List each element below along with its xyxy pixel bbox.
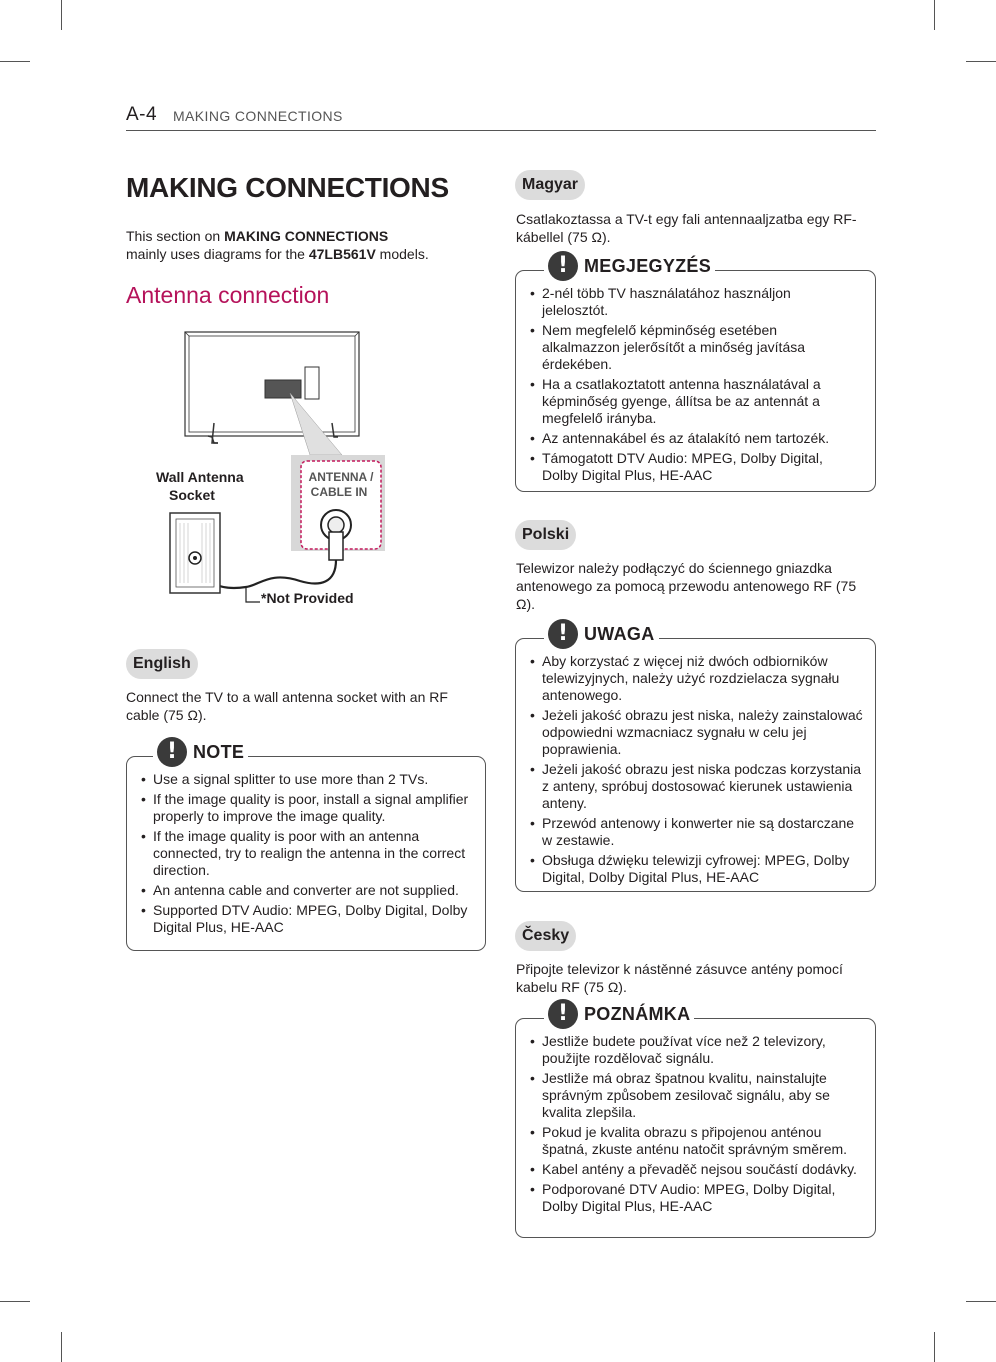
note-item: • Use a signal splitter to use more than 2 TVs. [141, 771, 475, 788]
port-inset [291, 455, 385, 560]
magyar-paragraph: Csatlakoztassa a TV-t egy fali antennaaljzatba egy RF-kábellel (75 Ω). [516, 211, 857, 245]
note-item: • If the image quality is poor with an antenna connected, try to realign the antenna in the correct direction. [141, 828, 475, 879]
note-list [530, 1033, 865, 1218]
exclamation-icon: ! [548, 619, 578, 649]
not-provided-label: *Not Provided [261, 590, 354, 606]
header-rule [126, 130, 876, 131]
crop-mark [934, 1332, 935, 1362]
note-title: UWAGA [584, 623, 655, 644]
language-badge-cesky: Česky [515, 921, 576, 951]
note-item: • Jestliže má obraz špatnou kvalitu, nainstalujte správným způsobem zesilovač signálu, aby se kvalita zlepšila. [530, 1070, 865, 1121]
wall-socket-label: Socket [169, 487, 215, 503]
polski-paragraph: Telewizor należy podłączyć do ściennego gniazdka antenowego za pomocą przewodu antenowego RF (75 Ω). [516, 560, 857, 612]
note-box-english [126, 739, 486, 951]
note-box-polski [515, 621, 876, 892]
crop-mark [934, 0, 935, 30]
language-badge-polski: Polski [515, 520, 576, 550]
page-number: A-4 [126, 104, 158, 125]
running-header: MAKING CONNECTIONS [173, 108, 343, 124]
note-list [530, 285, 847, 487]
crop-mark [0, 61, 30, 62]
note-header [153, 737, 248, 767]
note-item: • Jeżeli jakość obrazu jest niska podczas korzystania z anteny, spróbuj dostosować kierunek ustawienia anteny. [530, 761, 865, 812]
note-header [544, 619, 659, 649]
wall-socket-illustration [170, 513, 220, 593]
exclamation-icon: ! [157, 737, 187, 767]
note-item: • Obsługa dźwięku telewizji cyfrowej: MPEG, Dolby Digital, Dolby Digital Plus, HE-AAC [530, 852, 865, 886]
intro-paragraph: This section on MAKING CONNECTIONS mainly uses diagrams for the 47LB561V models. [126, 228, 429, 262]
crop-mark [0, 1301, 30, 1302]
crop-mark [61, 0, 62, 30]
note-item: • Pokud je kvalita obrazu s připojenou anténou špatná, zkuste anténu natočit správným směrem. [530, 1124, 865, 1158]
port-label: CABLE IN [310, 485, 368, 499]
note-box-cesky [515, 1001, 876, 1238]
note-list [530, 653, 865, 889]
note-title: POZNÁMKA [584, 1003, 691, 1024]
note-item: • Przewód antenowy i konwerter nie są dostarczane w zestawie. [530, 815, 865, 849]
port-label: ANTENNA / [308, 470, 374, 484]
note-box-magyar [515, 253, 876, 492]
note-item: • Kabel antény a převaděč nejsou součástí dodávky. [530, 1161, 865, 1178]
note-item: • Jestliže budete používat více než 2 televizory, použijte rozdělovač signálu. [530, 1033, 865, 1067]
cesky-paragraph: Připojte televizor k nástěnné zásuvce antény pomocí kabelu RF (75 Ω). [516, 961, 843, 995]
crop-mark [61, 1332, 62, 1362]
tv-back-illustration [185, 332, 359, 443]
note-header [544, 999, 694, 1029]
exclamation-icon: ! [548, 251, 578, 281]
note-item: • Aby korzystać z więcej niż dwóch odbiorników telewizyjnych, należy użyć rozdzielacza sygnału antenowego. [530, 653, 865, 704]
note-title: MEGJEGYZÉS [584, 255, 712, 276]
note-item: • Az antennakábel és az átalakító nem tartozék. [530, 430, 847, 447]
english-paragraph: Connect the TV to a wall antenna socket with an RF cable (75 Ω). [126, 689, 448, 723]
note-item: • Jeżeli jakość obrazu jest niska, należy zainstalować odpowiedni wzmacniacz sygnału w celu jej poprawienia. [530, 707, 865, 758]
exclamation-icon: ! [548, 999, 578, 1029]
crop-mark [966, 61, 996, 62]
note-item: • Nem megfelelő képminőség esetében alkalmazzon jelerősítőt a minőség javítása érdekében. [530, 322, 847, 373]
note-item: • 2-nél több TV használatához használjon jelelosztót. [530, 285, 847, 319]
note-header [544, 251, 715, 281]
note-item: • Ha a csatlakoztatott antenna használatával a képminőség gyenge, állítsa be az antennát a megfelelő irányba. [530, 376, 847, 427]
note-title: NOTE [193, 741, 245, 762]
page-title: MAKING CONNECTIONS [126, 172, 449, 203]
note-item: • If the image quality is poor, install a signal amplifier properly to improve the image quality. [141, 791, 475, 825]
note-list [141, 771, 475, 939]
note-item: • Podporované DTV Audio: MPEG, Dolby Digital, Dolby Digital Plus, HE-AAC [530, 1181, 865, 1215]
language-badge-english: English [126, 649, 198, 679]
crop-mark [966, 1301, 996, 1302]
note-item: • Supported DTV Audio: MPEG, Dolby Digital, Dolby Digital Plus, HE-AAC [141, 902, 475, 936]
note-item: • An antenna cable and converter are not supplied. [141, 882, 475, 899]
wall-socket-label: Wall Antenna [156, 469, 244, 485]
language-badge-magyar: Magyar [515, 170, 585, 200]
note-item: • Támogatott DTV Audio: MPEG, Dolby Digital, Dolby Digital Plus, HE-AAC [530, 450, 847, 484]
antenna-connection-diagram [150, 325, 400, 615]
section-title: Antenna connection [126, 282, 330, 308]
